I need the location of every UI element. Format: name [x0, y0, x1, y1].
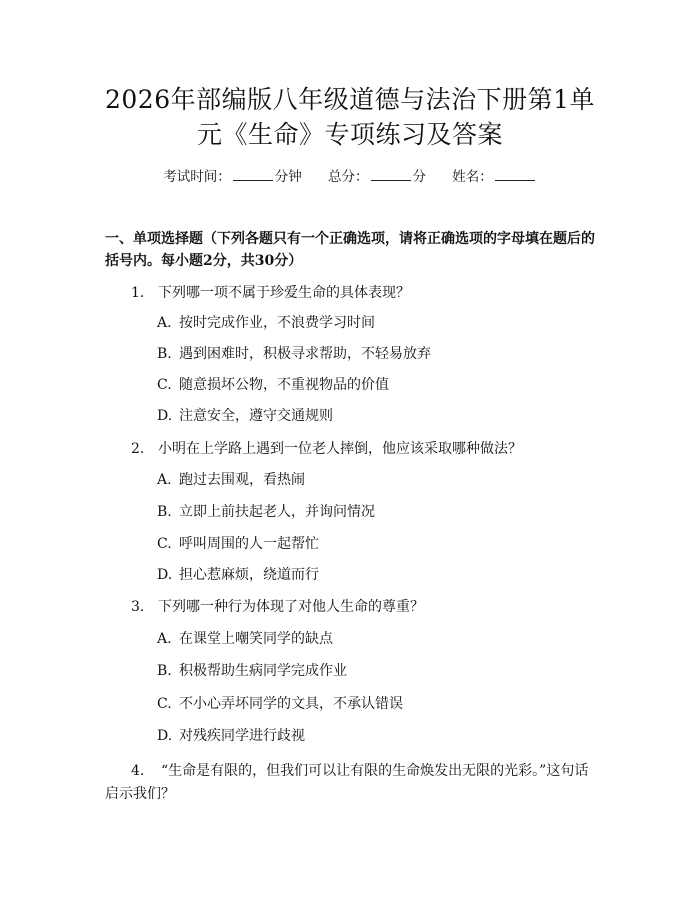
answer-option: [157, 313, 375, 333]
answer-option: [157, 470, 305, 490]
total-score-label: 总分：: [328, 169, 369, 185]
document-title-line-1: 2026年部编版八年级道德与法治下册第1单: [104, 85, 596, 114]
exam-time-label: 考试时间：: [163, 169, 231, 185]
question-number: 4.: [131, 763, 145, 779]
student-name-field: [452, 167, 537, 187]
question-item: [131, 597, 424, 617]
question-text: 下列哪一种行为体现了对他人生命的尊重？: [158, 599, 424, 615]
question-item: [131, 283, 410, 303]
question-number: 3.: [131, 599, 145, 615]
student-name-label: 姓名：: [452, 169, 493, 185]
total-score-field: [328, 167, 426, 187]
option-letter: B.: [157, 346, 172, 362]
exam-time-blank: [233, 168, 273, 181]
option-text: 遇到困难时，积极寻求帮助，不轻易放弃: [179, 346, 431, 362]
section-heading-single-choice: 一、单项选择题（下列各题只有一个正确选项，请将正确选项的字母填在题后的括号内。每小题2分，共30分）: [105, 231, 595, 269]
answer-option: [157, 565, 319, 585]
option-text: 在课堂上嘲笑同学的缺点: [179, 631, 333, 647]
option-text: 担心惹麻烦，绕道而行: [179, 567, 319, 583]
option-letter: C.: [157, 377, 172, 393]
option-letter: A.: [157, 472, 172, 488]
exam-meta-line: [0, 167, 700, 187]
answer-option: [157, 629, 333, 649]
option-letter: B.: [157, 663, 172, 679]
option-letter: A.: [157, 631, 172, 647]
question-text: 小明在上学路上遇到一位老人摔倒，他应该采取哪种做法？: [158, 441, 522, 457]
answer-option: [157, 661, 347, 681]
answer-option: [157, 344, 431, 364]
question-text: “生命是有限的，但我们可以让有限的生命焕发出无限的光彩。”这句话启示我们？: [105, 763, 589, 802]
option-text: 积极帮助生病同学完成作业: [179, 663, 347, 679]
option-text: 呼叫周围的人一起帮忙: [179, 536, 319, 552]
option-text: 随意损坏公物，不重视物品的价值: [179, 377, 389, 393]
answer-option: [157, 406, 333, 426]
option-text: 注意安全，遵守交通规则: [179, 408, 333, 424]
question-text: 下列哪一项不属于珍爱生命的具体表现？: [158, 285, 410, 301]
option-text: 对残疾同学进行歧视: [179, 728, 305, 744]
total-score-unit: 分: [412, 169, 426, 185]
total-score-blank: [371, 168, 411, 181]
answer-option: [157, 694, 403, 714]
option-letter: D.: [157, 567, 173, 583]
option-letter: C.: [157, 696, 172, 712]
question-number: 1.: [131, 285, 145, 301]
option-text: 立即上前扶起老人，并询问情况: [179, 504, 375, 520]
exam-time-unit: 分钟: [274, 169, 302, 185]
option-text: 不小心弄坏同学的文具，不承认错误: [179, 696, 403, 712]
question-item: [131, 439, 522, 459]
answer-option: [157, 726, 305, 746]
option-letter: D.: [157, 408, 173, 424]
question-number: 2.: [131, 441, 145, 457]
student-name-blank: [495, 168, 535, 181]
option-text: 跑过去围观，看热闹: [179, 472, 305, 488]
option-letter: C.: [157, 536, 172, 552]
answer-option: [157, 375, 389, 395]
answer-option: [157, 502, 375, 522]
exam-time-field: [163, 167, 302, 187]
document-title-line-2: 元《生命》专项练习及答案: [196, 120, 503, 149]
question-item: [105, 760, 595, 806]
option-letter: D.: [157, 728, 173, 744]
answer-option: [157, 534, 319, 554]
option-letter: A.: [157, 315, 172, 331]
option-letter: B.: [157, 504, 172, 520]
option-text: 按时完成作业，不浪费学习时间: [179, 315, 375, 331]
